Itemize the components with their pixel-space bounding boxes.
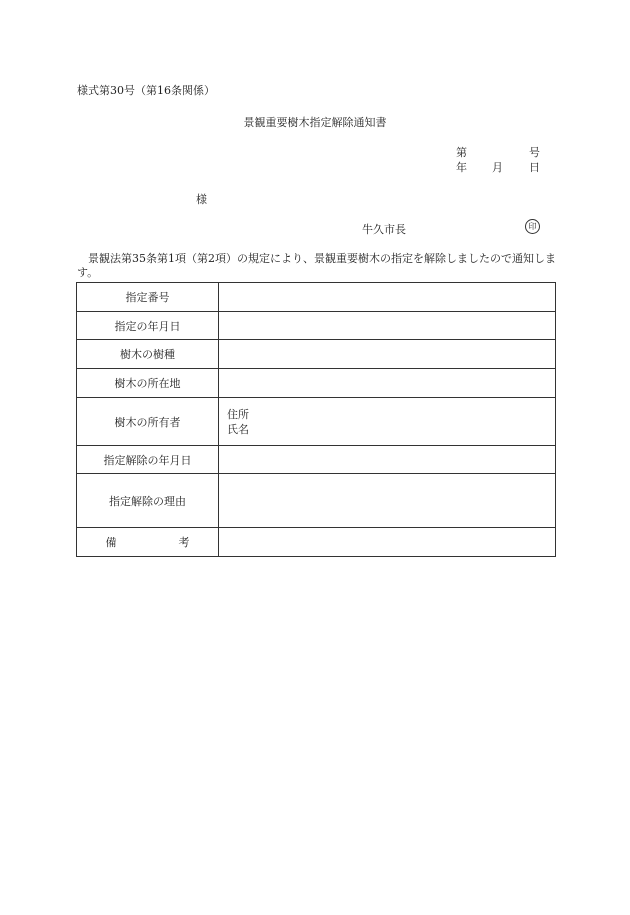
row-value-designation-number[interactable] bbox=[219, 283, 556, 312]
table-row bbox=[77, 312, 556, 340]
number-prefix: 第 bbox=[456, 146, 467, 159]
row-label-tree-location: 樹木の所在地 bbox=[77, 369, 219, 398]
number-suffix: 号 bbox=[529, 146, 540, 159]
row-value-release-reason[interactable] bbox=[219, 474, 556, 528]
row-value-remarks[interactable] bbox=[219, 528, 556, 557]
row-value-tree-species[interactable] bbox=[219, 340, 556, 369]
table-row bbox=[77, 474, 556, 528]
owner-name-label: 氏名 bbox=[227, 422, 249, 436]
row-value-release-date[interactable] bbox=[219, 446, 556, 474]
table-row bbox=[77, 283, 556, 312]
row-label-release-date: 指定解除の年月日 bbox=[77, 446, 219, 474]
row-label-release-reason: 指定解除の理由 bbox=[77, 474, 219, 528]
table-row bbox=[77, 369, 556, 398]
row-value-tree-owner[interactable] bbox=[219, 398, 556, 446]
table-row bbox=[77, 340, 556, 369]
table-row bbox=[77, 446, 556, 474]
form-number: 様式第30号（第16条関係） bbox=[77, 84, 215, 97]
document-number-line bbox=[456, 144, 540, 160]
date-month: 月 bbox=[492, 161, 503, 174]
table-row bbox=[77, 398, 556, 446]
date-day: 日 bbox=[529, 161, 540, 174]
row-label-designation-date: 指定の年月日 bbox=[77, 312, 219, 340]
row-label-remarks bbox=[77, 528, 219, 557]
owner-address-label: 住所 bbox=[227, 407, 249, 421]
notice-body-text: 景観法第35条第1項（第2項）の規定により、景観重要樹木の指定を解除しましたので通知します。 bbox=[77, 252, 556, 279]
seal-mark: 印 bbox=[525, 219, 540, 234]
row-label-tree-owner: 樹木の所有者 bbox=[77, 398, 219, 446]
document-title: 景観重要樹木指定解除通知書 bbox=[243, 116, 387, 129]
document-date-line bbox=[456, 159, 540, 175]
row-label-tree-species: 樹木の樹種 bbox=[77, 340, 219, 369]
remarks-label-text: 備考 bbox=[105, 536, 190, 549]
addressee-suffix: 様 bbox=[196, 193, 207, 206]
table-row bbox=[77, 528, 556, 557]
row-value-tree-location[interactable] bbox=[219, 369, 556, 398]
issuer-name: 牛久市長 bbox=[362, 223, 406, 236]
date-year: 年 bbox=[456, 161, 467, 174]
row-value-designation-date[interactable] bbox=[219, 312, 556, 340]
designation-table bbox=[76, 282, 556, 557]
row-label-designation-number: 指定番号 bbox=[77, 283, 219, 312]
